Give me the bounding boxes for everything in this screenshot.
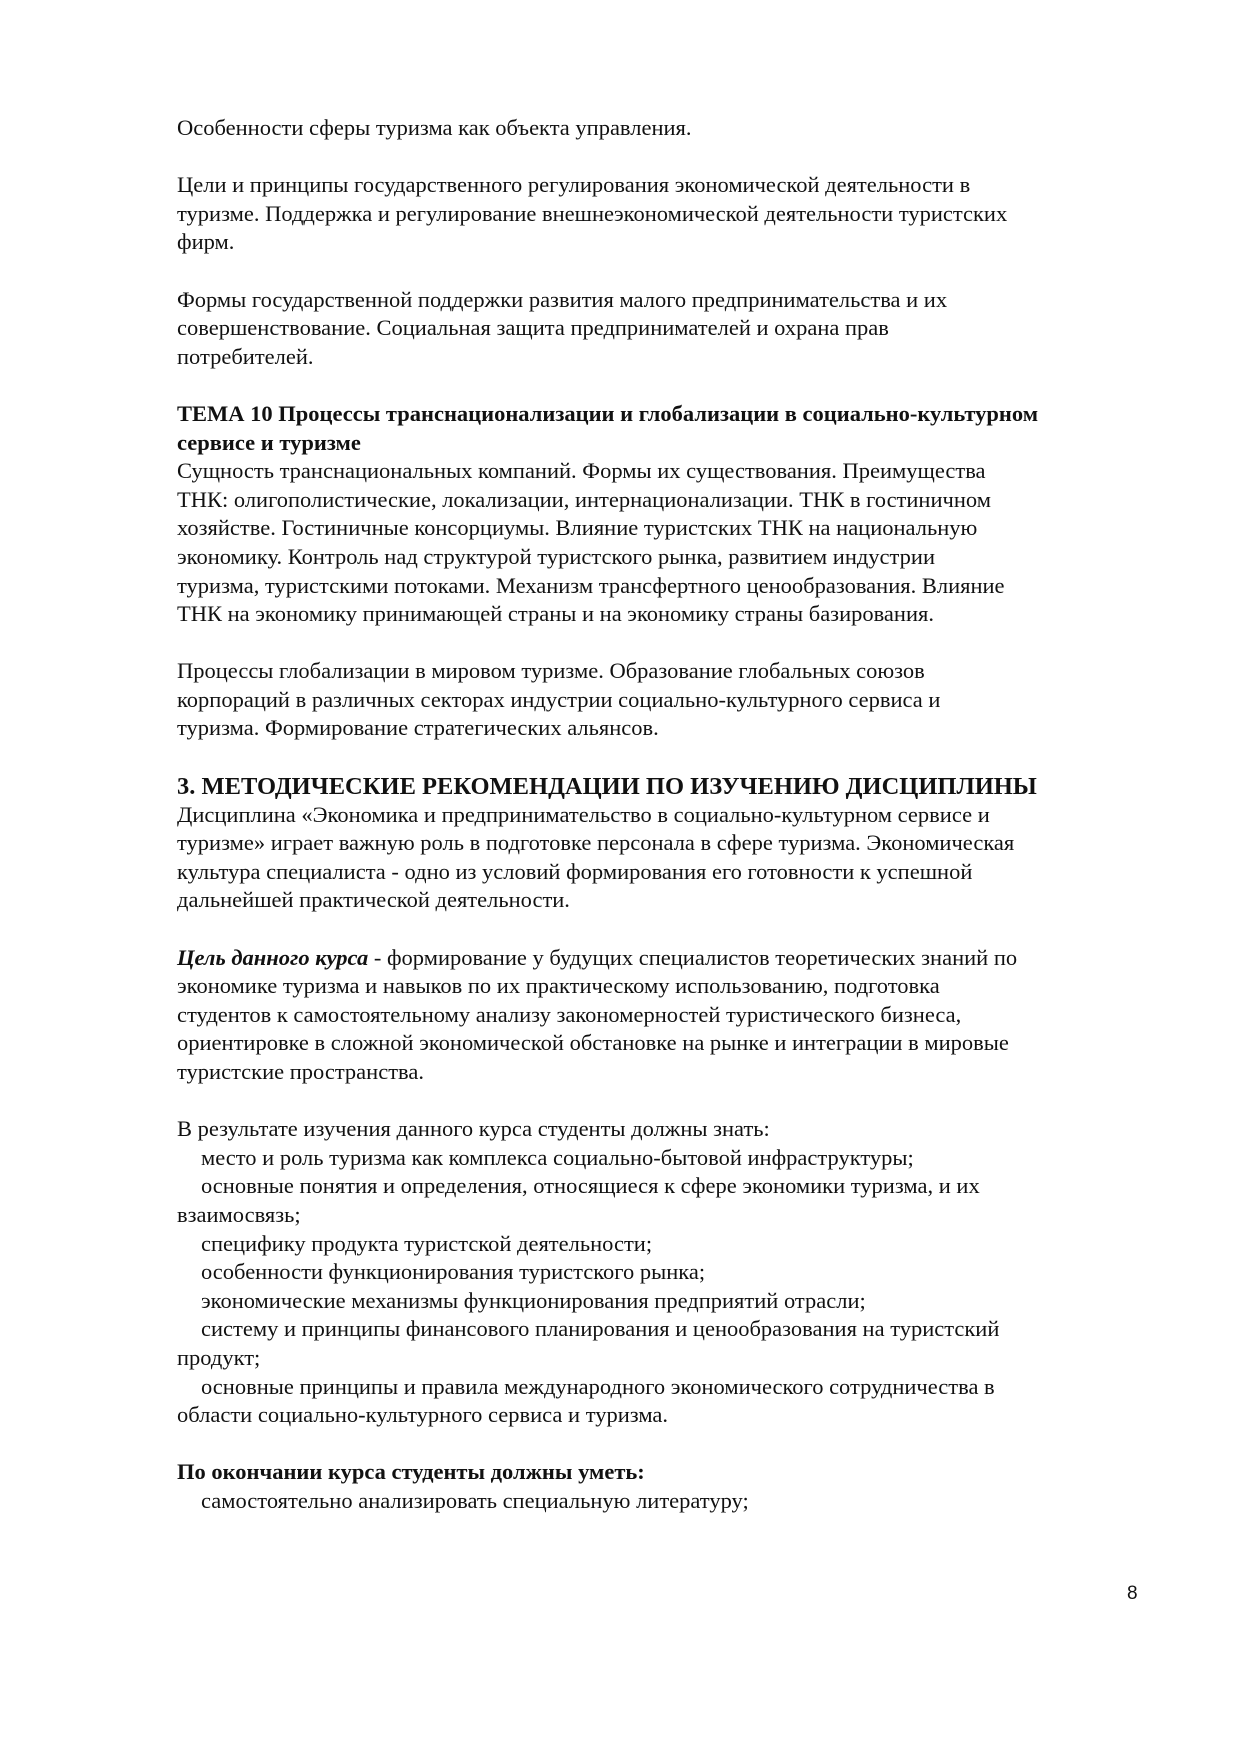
list-item-continuation: области социально-культурного сервиса и туризма.: [177, 1402, 669, 1428]
heading-line: сервисе и туризме: [177, 429, 361, 455]
text-line: ориентировке в сложной экономической обстановке на рынке и интеграции в мировые: [177, 1030, 1009, 1056]
text-line: корпораций в различных секторах индустрии социально-культурного сервиса и: [177, 686, 941, 712]
list-item: экономические механизмы функционирования предприятий отрасли;: [201, 1287, 866, 1313]
list-item: систему и принципы финансового планирования и ценообразования на туристский: [201, 1316, 1000, 1342]
skills-heading: По окончании курса студенты должны уметь:: [177, 1459, 645, 1485]
list-item: место и роль туризма как комплекса социально-бытовой инфраструктуры;: [201, 1144, 914, 1170]
text-line: хозяйстве. Гостиничные консорциумы. Влияние туристских ТНК на национальную: [177, 515, 978, 541]
heading-line: ТЕМА 10 Процессы транснационализации и глобализации в социально-культурном: [177, 400, 1039, 426]
text-line: Процессы глобализации в мировом туризме. Образование глобальных союзов: [177, 658, 925, 684]
text-line: культура специалиста - одно из условий формирования его готовности к успешной: [177, 858, 973, 884]
paragraph-small-business-support: [177, 286, 1147, 372]
course-goal-label: Цель данного курса: [177, 944, 369, 970]
course-goal: [177, 944, 1147, 1087]
text-line: Формы государственной поддержки развития малого предпринимательства и их: [177, 286, 948, 312]
course-goal-text: - формирование у будущих специалистов теоретических знаний по: [368, 944, 1018, 970]
list-item: самостоятельно анализировать специальную литературу;: [201, 1487, 749, 1513]
text-line: туризме. Поддержка и регулирование внешнеэкономической деятельности туристских: [177, 200, 1008, 226]
topic-10-globalization: [177, 657, 1147, 743]
text-line: дальнейшей практической деятельности.: [177, 887, 570, 913]
text-line: потребителей.: [177, 343, 314, 369]
text-line: совершенствование. Социальная защита предпринимателей и охрана прав: [177, 315, 889, 341]
text-line: экономике туризма и навыков по их практическому использованию, подготовка: [177, 973, 940, 999]
section-3-intro: [177, 801, 1147, 915]
section-3-heading: 3. МЕТОДИЧЕСКИЕ РЕКОМЕНДАЦИИ ПО ИЗУЧЕНИЮ ДИСЦИПЛИНЫ: [177, 772, 1037, 800]
text-line: Цели и принципы государственного регулирования экономической деятельности в: [177, 172, 971, 198]
topic-10-heading: [177, 400, 1147, 457]
text-line: студентов к самостоятельному анализу закономерностей туристического бизнеса,: [177, 1001, 962, 1027]
knowledge-list: [177, 1115, 1147, 1430]
list-item-continuation: продукт;: [177, 1344, 261, 1370]
list-item: особенности функционирования туристского рынка;: [201, 1259, 706, 1285]
text-line: Сущность транснациональных компаний. Формы их существования. Преимущества: [177, 458, 986, 484]
text-line: ТНК: олигополистические, локализации, интернационализации. ТНК в гостиничном: [177, 486, 991, 512]
document-page: [177, 114, 1147, 1516]
list-item: специфику продукта туристской деятельности;: [201, 1230, 653, 1256]
list-item: основные принципы и правила международного экономического сотрудничества в: [201, 1373, 995, 1399]
list-item-continuation: взаимосвязь;: [177, 1201, 301, 1227]
paragraph-tourism-management: Особенности сферы туризма как объекта управления.: [177, 115, 692, 140]
text-line: фирм.: [177, 229, 235, 255]
list-item: основные понятия и определения, относящиеся к сфере экономики туризма, и их: [201, 1173, 980, 1199]
skills-list: [177, 1458, 1147, 1515]
text-line: туристские пространства.: [177, 1059, 424, 1084]
text-line: [177, 944, 1147, 973]
text-line: экономику. Контроль над структурой туристского рынка, развитием индустрии: [177, 543, 935, 569]
paragraph-state-regulation: [177, 171, 1147, 257]
page-number: 8: [1127, 1583, 1138, 1604]
text-line: ТНК на экономику принимающей страны и на экономику страны базирования.: [177, 601, 934, 627]
text-line: туризме» играет важную роль в подготовке персонала в сфере туризма. Экономическая: [177, 830, 1015, 856]
text-line: туризма, туристскими потоками. Механизм трансфертного ценообразования. Влияние: [177, 572, 1005, 598]
topic-10-body: [177, 457, 1147, 629]
knowledge-intro: В результате изучения данного курса студенты должны знать:: [177, 1116, 770, 1142]
text-line: Дисциплина «Экономика и предпринимательство в социально-культурном сервисе и: [177, 801, 990, 827]
text-line: туризма. Формирование стратегических альянсов.: [177, 715, 659, 741]
